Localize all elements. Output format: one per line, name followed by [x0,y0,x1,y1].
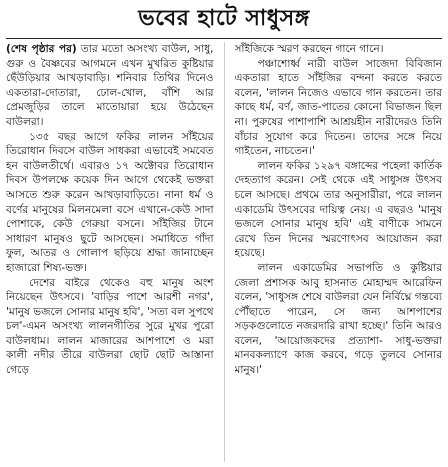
article-body [6,42,442,462]
article-column-right [235,42,443,462]
article-paragraph: সাঁইজিকে স্মরণ করছেন গানে গানে। [234,43,384,55]
article-paragraph: পঞ্চাশোর্ধ্ব নারী বাউল সাজেদা বিবিজান একতারা হাতে সাঁইজির বন্দনা করতে করতে বলেন, 'লালন নিজেও এভাবে গান করতেন। তার কাছে ধর্ম, বর্ণ, জাত-পাতের কোনো বিভাজন ছিল না। পুরুষের পাশাপাশি আশ্রয়হীন নারীদেরও তিনি বাঁচার সুযোগ করে দিতেন। তাদের সঙ্গে নিয়ে গাইতেন, নাচতেন।' [234,57,442,158]
article-paragraph: লালন ফকির ১২৯৭ বঙ্গাব্দের পহেলা কার্তিক দেহত্যাগ করেন। সেই থেকে এই সাধুসঙ্গ উৎসব চলে আসছে। প্রথমে তার অনুসারীরা, পরে লালন একাডেমি উৎসবের দায়িত্ব নেয়। এ বছরও 'মানুষ ভজলে সোনার মানুষ হবি' এই বাণীকে সামনে রেখে তিন দিনের স্মরণোৎসব আয়োজন করা হয়েছে। [234,159,442,260]
headline-divider [6,38,442,39]
article-headline: ভবের হাটে সাধুসঙ্গ [138,5,310,31]
continued-label: (শেষ পৃষ্ঠার পর) [6,43,77,55]
article-paragraph: দেশের বাইরে থেকেও বহু মানুষ অংশ নিয়েছেন উৎসবে। 'বাড়ির পাশে আরশী নগর', 'মানুষ ভজলে সোনার মানুষ হবি', 'সত্য বল সুপথে চল'-এমন অসংখ্য লালনগীতির সুরে মুখর পুরো বাউলধাম। লালন মাজারের আশপাশে ও মরা কালী নদীর তীরে বাউলরা ছোট ছোট আস্তানা গেড়ে [6,276,214,377]
article-column-left [6,42,214,462]
column-divider [224,42,225,462]
article-paragraph: ১৩৫ বছর আগে ফকির লালন সাঁইয়ের তিরোধান দিবসে বাউল সাধকরা এভাবেই সমবেত হন বাউলতীর্থে। এবারও ১৭ অক্টোবর তিরোধান দিবস উপলক্ষে কয়েক দিন আগে থেকেই ভক্তরা আসতে শুরু করেন আখড়াবাড়িতে। নানা ধর্ম ও বর্ণের মানুষের মিলনমেলা বসে এখানে-কেউ সাদা পোশাকে, কেউ গেরুয়া বসনে। সাঁইজির টানে সাধারণ মানুষও ছুটে আসছেন। সমাধিতে গাঁদা ফুল, আতর ও গোলাপ ছড়িয়ে শ্রদ্ধা জানাচ্ছেন হাজারো শিষ্য-ভক্ত। [6,130,214,274]
article-paragraph: লালন একাডেমির সভাপতি ও কুষ্টিয়ার জেলা প্রশাসক আবু হাসনাত মোহাম্মদ আরেফিন বলেন, 'সাধুসঙ্গ শেষে বাউলরা যেন নির্বিঘ্নে গন্তব্যে পৌঁছাতে পারেন, সে জন্য আশপাশের সড়কগুলোতে নজরদারি রাখা হচ্ছে।' তিনি আরও বলেন, 'আয়োজকদের প্রত্যাশা- সাধু-ভক্তরা মানবকল্যাণে কাজ করবে, গড়ে তুলবে সোনার মানুষ।' [234,261,442,377]
paragraph-text: তার মতো অসংখ্য বাউল, সাধু, গুরু ও বৈষ্ণবের আগমনে এখন মুখরিত কুষ্টিয়ার ছেঁউড়িয়ার আখড়াবাড়ি। শনিবার তিথির দিনেও একতারা-দোতারা, ঢোল-খোল, বাঁশি আর প্রেমজুড়ির তালে মাতোয়ারা হয়ে উঠেছেন বাউলরা। [6,43,214,128]
article-paragraph [6,42,214,130]
